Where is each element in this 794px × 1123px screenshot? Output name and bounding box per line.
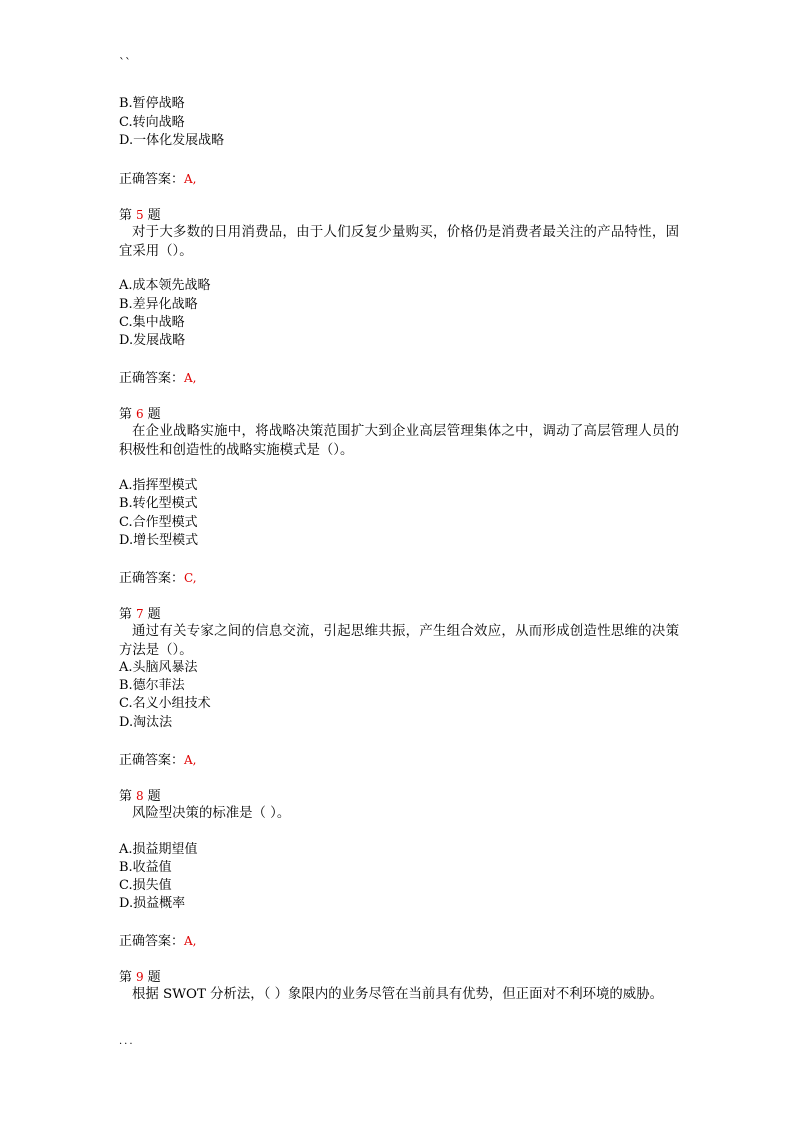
answer-label: 正确答案： — [119, 571, 185, 586]
q6-option-d: D.增长型模式 — [119, 533, 199, 548]
q9-stem: 根据 SWOT 分析法，（ ）象限内的业务尽管在当前具有优势，但正面对不利环境的威胁。 — [132, 987, 663, 1002]
question-label-pre: 第 — [119, 208, 133, 223]
q5-option-b: B.差异化战略 — [119, 297, 198, 312]
question-label-post: 题 — [147, 407, 161, 422]
question-number: 6 — [136, 407, 144, 421]
question-number: 9 — [136, 970, 144, 984]
q9-heading — [119, 968, 161, 987]
answer-label: 正确答案： — [119, 753, 185, 768]
q4-option-b: B.暂停战略 — [119, 96, 185, 111]
q8-option-c: C.损失值 — [119, 878, 172, 893]
q7-heading — [119, 605, 161, 624]
q8-heading — [119, 787, 161, 806]
q8-option-a: A.损益期望值 — [119, 842, 198, 857]
q4-answer — [119, 170, 197, 189]
answer-label: 正确答案： — [119, 934, 185, 949]
answer-value: C, — [184, 571, 197, 585]
question-label-pre: 第 — [119, 407, 133, 422]
q8-stem: 风险型决策的标准是（ ）。 — [132, 806, 291, 821]
q5-stem: 对于大多数的日用消费品，由于人们反复少量购买，价格仍是消费者最关注的产品特性，固宜采用（）。 — [119, 225, 679, 259]
answer-value: A, — [184, 934, 197, 948]
q6-option-c: C.合作型模式 — [119, 515, 198, 530]
q7-option-c: C.名义小组技术 — [119, 696, 211, 711]
question-label-pre: 第 — [119, 789, 133, 804]
q5-answer — [119, 369, 197, 388]
q7-answer — [119, 751, 197, 770]
q8-answer — [119, 932, 197, 951]
header-mark: `` — [119, 56, 131, 70]
question-label-post: 题 — [147, 607, 161, 622]
q4-option-c: C.转向战略 — [119, 115, 185, 130]
q6-answer — [119, 569, 197, 588]
footer-ellipsis: ... — [119, 1036, 135, 1047]
q5-option-d: D.发展战略 — [119, 333, 186, 348]
q7-option-a: A.头脑风暴法 — [119, 660, 198, 675]
question-label-post: 题 — [147, 208, 161, 223]
q8-option-d: D.损益概率 — [119, 896, 186, 911]
q7-stem: 通过有关专家之间的信息交流，引起思维共振，产生组合效应，从而形成创造性思维的决策方法是（）。 — [119, 624, 679, 658]
answer-label: 正确答案： — [119, 371, 185, 386]
answer-value: A, — [184, 753, 197, 767]
question-number: 7 — [136, 607, 144, 621]
question-label-pre: 第 — [119, 970, 133, 985]
q8-option-b: B.收益值 — [119, 860, 172, 875]
answer-value: A, — [184, 371, 197, 385]
q6-option-b: B.转化型模式 — [119, 496, 198, 511]
q6-stem: 在企业战略实施中，将战略决策范围扩大到企业高层管理集体之中，调动了高层管理人员的积极性和创造性的战略实施模式是（）。 — [119, 424, 679, 458]
q6-heading — [119, 405, 161, 424]
q5-heading — [119, 206, 161, 225]
question-label-post: 题 — [147, 970, 161, 985]
q7-option-b: B.德尔菲法 — [119, 678, 185, 693]
q6-option-a: A.指挥型模式 — [119, 478, 198, 493]
question-label-post: 题 — [147, 789, 161, 804]
answer-value: A, — [184, 172, 197, 186]
q4-option-d: D.一体化发展战略 — [119, 133, 225, 148]
question-label-pre: 第 — [119, 607, 133, 622]
answer-label: 正确答案： — [119, 172, 185, 187]
q7-option-d: D.淘汰法 — [119, 715, 173, 730]
q5-option-c: C.集中战略 — [119, 315, 185, 330]
question-number: 8 — [136, 789, 144, 803]
question-number: 5 — [136, 208, 144, 222]
q5-option-a: A.成本领先战略 — [119, 278, 211, 293]
